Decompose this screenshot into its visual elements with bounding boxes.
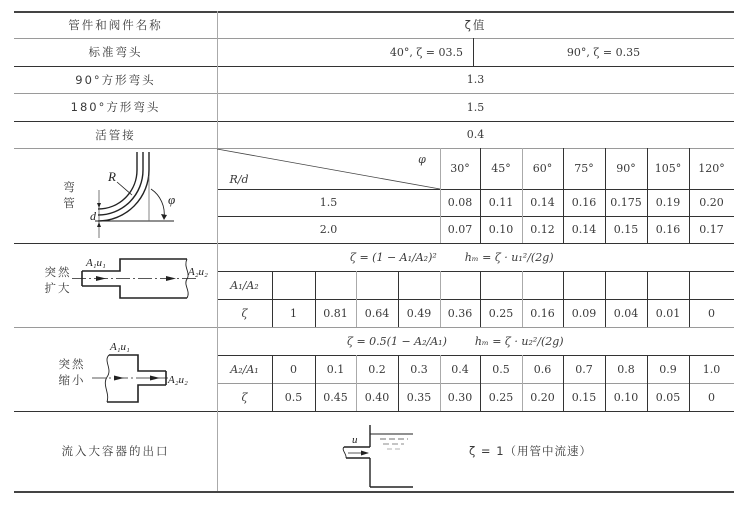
union-value: 0.4 (466, 128, 485, 141)
row-name-square-elbow-180: 180°方形弯头 (70, 100, 161, 114)
table-bottom-border (14, 491, 734, 493)
bend-zeta-cell: 0.16 (655, 223, 681, 236)
contraction-zeta-cell: 0.20 (530, 390, 555, 404)
bend-rd-value: 1.5 (319, 196, 338, 209)
bend-angle-header: 60° (532, 162, 553, 175)
contraction-ratio-cell: 0.9 (659, 362, 677, 376)
bend-angle-header: 75° (574, 162, 594, 175)
bend-name-line1: 弯 (63, 180, 77, 194)
outlet-to-vessel-diagram (340, 425, 430, 491)
bend-corner-rd: R/d (229, 172, 249, 186)
bend-zeta-cell: 0.14 (530, 196, 555, 209)
contraction-ratio-cell: 0 (290, 362, 297, 376)
standard-elbow-40-value: 40°, ζ = 03.5 (389, 45, 463, 59)
contraction-zeta-cell: 0.35 (406, 390, 432, 404)
row-name-union: 活管接 (95, 127, 136, 142)
enlargement-ratio-cell (480, 271, 522, 299)
enlargement-formula-zeta: ζ = (1 − A₁/A₂)² (350, 250, 437, 264)
contraction-ratio-cell: 0.1 (326, 362, 345, 376)
enlargement-ratio-cell (689, 271, 734, 299)
enlargement-ratio-cell (356, 271, 398, 299)
bend-angle-header: 45° (491, 162, 511, 175)
contraction-ratio-cell: 0.5 (492, 362, 510, 376)
enlargement-zeta-cell: 0.04 (613, 306, 639, 320)
contraction-zeta-cell: 0.45 (323, 390, 348, 404)
bend-name-line2: 管 (63, 196, 77, 210)
contraction-formula-h: hₘ = ζ · u₂²/(2g) (474, 334, 564, 348)
outlet-value: ζ = 1（用管中流速） (469, 444, 593, 458)
enlargement-zeta-cell: 0 (708, 306, 715, 320)
header-fitting-name: 管件和阀件名称 (68, 17, 163, 32)
bend-zeta-cell: 0.16 (571, 196, 597, 209)
resistance-coefficient-table (14, 11, 734, 492)
enlargement-formula-row (217, 243, 734, 271)
enlargement-ratio-cell (522, 271, 563, 299)
row-name-standard-elbow: 标准弯头 (88, 45, 143, 59)
contraction-ratio-cell: 0.4 (451, 362, 469, 376)
enlargement-zeta-cell: 0.36 (447, 306, 473, 320)
enlargement-zeta-cell: 1 (290, 306, 297, 320)
bend-rd-value: 2.0 (319, 223, 338, 236)
bend-zeta-cell: 0.175 (610, 196, 642, 209)
bend-label-d: d (90, 209, 96, 223)
enlargement-name-line2: 扩大 (44, 281, 72, 295)
contraction-zeta-cell: 0.30 (447, 390, 473, 404)
enlargement-ratio-cell (315, 271, 356, 299)
enlargement-label-out: A₂u₂ (188, 266, 208, 278)
enlargement-ratio-cell (440, 271, 480, 299)
enlargement-zeta-cell: 0.09 (571, 306, 597, 320)
bend-zeta-cell: 0.08 (447, 196, 473, 209)
contraction-ratio-label: A₂/A₁ (230, 362, 259, 376)
bend-angle-header: 30° (450, 162, 470, 175)
bend-zeta-cell: 0.07 (447, 223, 473, 236)
bend-zeta-cell: 0.14 (571, 223, 597, 236)
contraction-zeta-label: ζ (241, 390, 248, 404)
enlargement-ratio-cell (398, 271, 440, 299)
bend-angle-header: 120° (698, 162, 725, 175)
enlargement-label-in: A₁u₁ (86, 257, 106, 269)
contraction-formula-row (217, 327, 734, 355)
contraction-ratio-cell: 0.6 (533, 362, 552, 376)
contraction-formula-zeta: ζ = 0.5(1 − A₂/A₁) (347, 334, 447, 348)
contraction-name-line2: 缩小 (58, 373, 86, 387)
outlet-label-u: u (352, 434, 358, 446)
enlargement-ratio-cell (647, 271, 689, 299)
bend-pipe-diagram (90, 148, 214, 243)
contraction-zeta-cell: 0.10 (613, 390, 639, 404)
enlargement-zeta-label: ζ (241, 306, 248, 320)
header-zeta-value: ζ值 (464, 17, 487, 32)
enlargement-zeta-cell: 0.16 (530, 306, 555, 320)
enlargement-zeta-cell: 0.64 (364, 306, 390, 320)
bend-zeta-cell: 0.17 (699, 223, 724, 236)
contraction-label-out: A₂u₂ (168, 374, 188, 386)
bend-zeta-cell: 0.11 (488, 196, 514, 209)
contraction-zeta-cell: 0.40 (364, 390, 390, 404)
contraction-ratio-cell: 0.8 (617, 362, 635, 376)
bend-zeta-cell: 0.12 (530, 223, 555, 236)
bend-label-phi: φ (168, 192, 176, 207)
enlargement-zeta-cell: 0.25 (488, 306, 514, 320)
bend-zeta-cell: 0.20 (699, 196, 724, 209)
standard-elbow-90-value: 90°, ζ = 0.35 (566, 45, 641, 59)
bend-label-r: R (108, 169, 116, 184)
square-elbow-180-value: 1.5 (466, 100, 485, 114)
contraction-zeta-cell: 0.05 (655, 390, 681, 404)
bend-zeta-cell: 0.10 (488, 223, 514, 236)
enlargement-ratio-label: A₁/A₂ (230, 278, 259, 292)
contraction-zeta-cell: 0.25 (488, 390, 514, 404)
sudden-enlargement-diagram (72, 251, 212, 321)
enlargement-ratio-cell (605, 271, 647, 299)
enlargement-formula-h: hₘ = ζ · u₁²/(2g) (464, 250, 554, 264)
sudden-contraction-diagram (88, 337, 218, 412)
contraction-ratio-cell: 0.2 (368, 362, 386, 376)
bend-zeta-cell: 0.19 (655, 196, 681, 209)
square-elbow-90-value: 1.3 (466, 73, 485, 86)
contraction-name-line1: 突然 (58, 357, 86, 371)
contraction-label-in: A₁u₁ (110, 341, 130, 353)
contraction-zeta-cell: 0 (708, 390, 715, 404)
row-name-outlet: 流入大容器的出口 (61, 444, 170, 458)
contraction-ratio-cell: 0.3 (410, 362, 428, 376)
row-name-square-elbow-90: 90°方形弯头 (75, 72, 156, 87)
contraction-ratio-cell: 0.7 (575, 362, 593, 376)
enlargement-ratio-cell (563, 271, 605, 299)
contraction-zeta-cell: 0.15 (571, 390, 597, 404)
enlargement-zeta-cell: 0.49 (406, 306, 432, 320)
bend-corner-phi: φ (418, 152, 426, 166)
contraction-ratio-cell: 1.0 (702, 362, 721, 376)
enlargement-name-line1: 突然 (44, 265, 72, 279)
enlargement-zeta-cell: 0.01 (655, 306, 681, 320)
bend-angle-header: 90° (616, 162, 636, 175)
bend-angle-header: 105° (654, 162, 682, 175)
enlargement-ratio-cell (272, 271, 315, 299)
bend-zeta-cell: 0.15 (613, 223, 639, 236)
contraction-zeta-cell: 0.5 (284, 390, 303, 404)
enlargement-zeta-cell: 0.81 (323, 306, 348, 320)
